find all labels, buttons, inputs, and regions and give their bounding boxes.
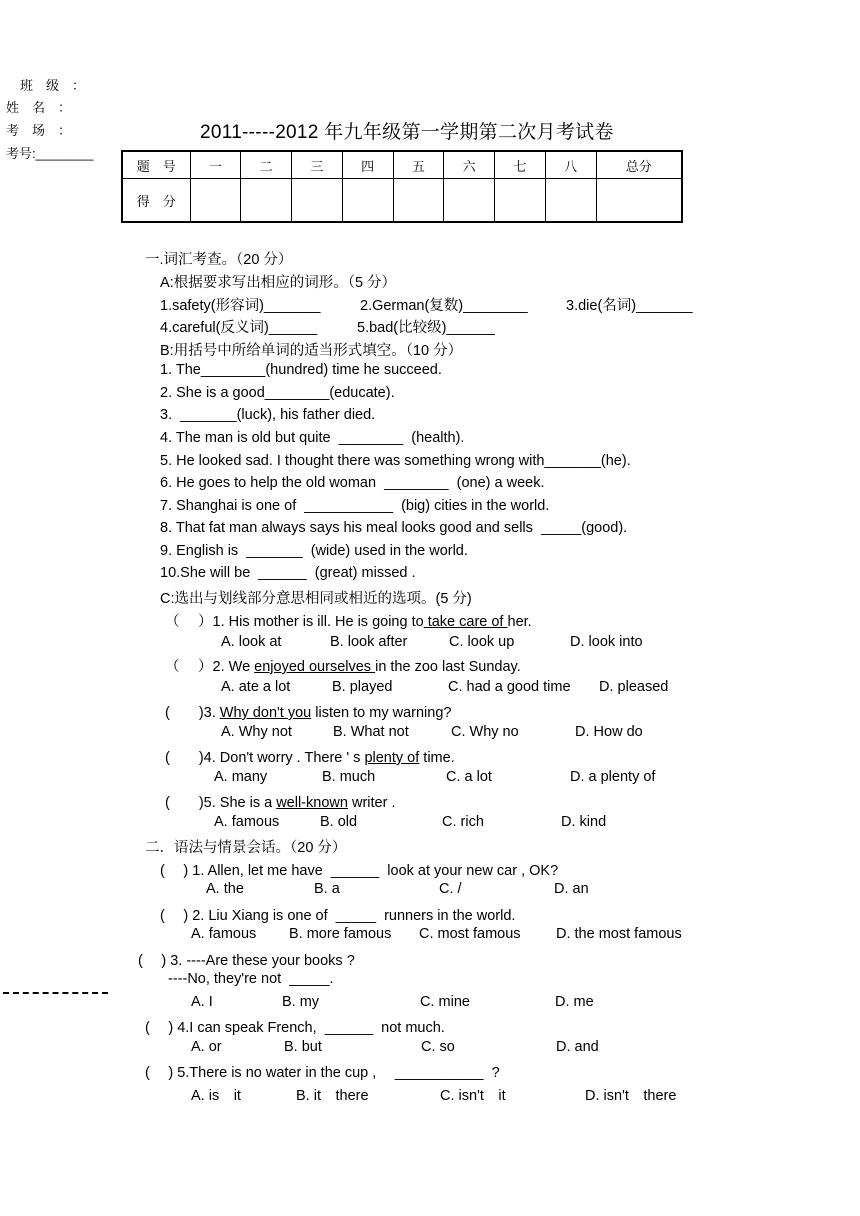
section2-question: ( ) 4.I can speak French, ______ not much.: [145, 1020, 445, 1036]
score-cell[interactable]: [545, 179, 596, 223]
partB-item: 4. The man is old but quite ________ (health).: [160, 430, 465, 446]
partA-item: 2.German(复数)________: [360, 298, 528, 314]
option: D. kind: [561, 814, 607, 830]
option: A. Why not: [221, 724, 292, 740]
exam-title: 2011-----2012 年九年级第一学期第二次月考试卷: [200, 122, 614, 143]
option: B. more famous: [289, 926, 392, 942]
section1-heading: 一.词汇考查。（20 分）: [145, 252, 293, 268]
header-cell: 三: [292, 151, 343, 179]
option: A. or: [191, 1039, 222, 1055]
partA-item: 5.bad(比较级)______: [357, 320, 495, 336]
option: A. look at: [221, 634, 282, 650]
option: A. ate a lot: [221, 679, 291, 695]
option: D. me: [555, 994, 594, 1010]
header-cell: 题 号: [122, 151, 190, 179]
header-cell: 七: [495, 151, 546, 179]
score-cell[interactable]: [393, 179, 444, 223]
partC-question: ( )5. She is a well-known writer .: [165, 795, 396, 811]
option: B. old: [320, 814, 358, 830]
header-cell: 一: [190, 151, 241, 179]
partB-item: 7. Shanghai is one of ___________ (big) cities in the world.: [160, 498, 550, 514]
partA-item: 1.safety(形容词)_______: [160, 298, 321, 314]
partC-question: （ ）2. We enjoyed ourselves in the zoo last Sunday.: [165, 659, 521, 675]
partB-heading: B:用括号中所给单词的适当形式填空。（10 分）: [160, 343, 463, 359]
option: A. I: [191, 994, 213, 1010]
header-cell: 五: [393, 151, 444, 179]
header-cell: 总分: [596, 151, 682, 179]
option: B. look after: [330, 634, 408, 650]
score-cell[interactable]: [190, 179, 241, 223]
cut-line: [3, 992, 108, 994]
score-cell[interactable]: [495, 179, 546, 223]
option: C. a lot: [446, 769, 492, 785]
option: D. a plenty of: [570, 769, 656, 785]
option: B. but: [284, 1039, 322, 1055]
option: D. and: [556, 1039, 599, 1055]
section2-question-line2: ----No, they're not _____.: [168, 971, 334, 987]
partA-item: 3.die(名词)_______: [566, 298, 693, 314]
option: A. famous: [214, 814, 280, 830]
option: C. had a good time: [448, 679, 571, 695]
partA-heading: A:根据要求写出相应的词形。（5 分）: [160, 275, 397, 291]
option: D. the most famous: [556, 926, 682, 942]
partC-heading: C:选出与划线部分意思相同或相近的选项。(5 分): [160, 591, 472, 607]
score-cell[interactable]: [241, 179, 292, 223]
option: C. Why no: [451, 724, 519, 740]
score-table-score-row: [122, 179, 682, 223]
option: A. famous: [191, 926, 257, 942]
partB-item: 1. The________(hundred) time he succeed.: [160, 362, 442, 378]
exam-room-label: 考 场 ：: [6, 123, 72, 138]
header-cell: 六: [444, 151, 495, 179]
option: D. isn't there: [585, 1088, 677, 1104]
partB-item: 9. English is _______ (wide) used in the world.: [160, 543, 468, 559]
name-label: 姓 名 ：: [6, 100, 72, 115]
option: A. is it: [191, 1088, 241, 1104]
partB-item: 5. He looked sad. I thought there was something wrong with_______(he).: [160, 453, 631, 469]
option: B. played: [332, 679, 393, 695]
partB-item: 10.She will be ______ (great) missed .: [160, 565, 416, 581]
score-cell[interactable]: [292, 179, 343, 223]
option: B. my: [282, 994, 320, 1010]
section2-heading: 二．语法与情景会话。（20 分）: [145, 840, 347, 856]
section2-question: ( ) 3. ----Are these your books ?: [138, 953, 355, 969]
header-cell: 二: [241, 151, 292, 179]
option: B. it there: [296, 1088, 369, 1104]
partB-item: 2. She is a good________(educate).: [160, 385, 395, 401]
option: A. many: [214, 769, 268, 785]
option: C. isn't it: [440, 1088, 506, 1104]
option: C. look up: [449, 634, 515, 650]
partB-item: 3. _______(luck), his father died.: [160, 407, 376, 423]
exam-number-label: 考号:________: [6, 146, 94, 161]
partC-question: ( )4. Don't worry . There ' s plenty of time.: [165, 750, 455, 766]
partB-item: 6. He goes to help the old woman ________ (one) a week.: [160, 475, 545, 491]
option: A. the: [206, 881, 244, 897]
partC-question: ( )3. Why don't you listen to my warning?: [165, 705, 452, 721]
score-cell[interactable]: [342, 179, 393, 223]
section2-question: ( ) 5.There is no water in the cup , ___________ ?: [145, 1065, 500, 1081]
header-cell: 八: [545, 151, 596, 179]
section2-question: ( ) 1. Allen, let me have ______ look at your new car , OK?: [160, 863, 559, 879]
option: D. pleased: [599, 679, 669, 695]
partB-item: 8. That fat man always says his meal looks good and sells _____(good).: [160, 520, 628, 536]
option: B. a: [314, 881, 340, 897]
score-cell[interactable]: [596, 179, 682, 223]
option: D. look into: [570, 634, 643, 650]
option: D. an: [554, 881, 589, 897]
score-cell[interactable]: [444, 179, 495, 223]
option: C. so: [421, 1039, 455, 1055]
option: C. /: [439, 881, 462, 897]
score-table-header-row: [122, 151, 682, 179]
class-label: 班 级 ：: [20, 78, 86, 93]
option: D. How do: [575, 724, 643, 740]
option: C. most famous: [419, 926, 521, 942]
header-cell: 四: [342, 151, 393, 179]
option: C. mine: [420, 994, 470, 1010]
option: C. rich: [442, 814, 484, 830]
score-row-label: 得 分: [122, 179, 190, 223]
partC-question: （ ）1. His mother is ill. He is going to take care of her.: [165, 614, 532, 630]
partA-item: 4.careful(反义词)______: [160, 320, 318, 336]
score-table: [121, 150, 683, 223]
option: B. What not: [333, 724, 409, 740]
section2-question: ( ) 2. Liu Xiang is one of _____ runners in the world.: [160, 908, 516, 924]
option: B. much: [322, 769, 376, 785]
